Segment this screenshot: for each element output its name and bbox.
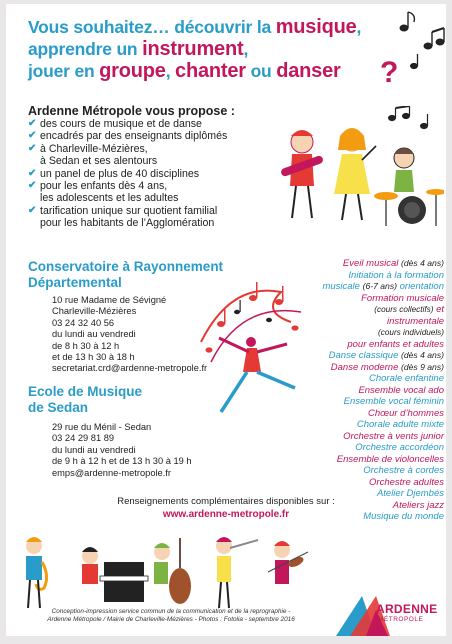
logo-name: ARDENNE (376, 602, 438, 616)
discipline-text: Orchestre accordéon (355, 442, 444, 453)
discipline-item (274, 270, 444, 282)
discipline-text: (6-7 ans) (362, 281, 397, 291)
discipline-text: Chorale enfantine (369, 373, 444, 384)
benefit-item (28, 118, 278, 130)
benefit-text: les adolescents et les adultes (40, 192, 179, 205)
discipline-item (274, 419, 444, 431)
conservatoire-title-line: Conservatoire à Rayonnement (28, 259, 224, 274)
check-icon: ✔ (28, 204, 37, 216)
discipline-text: Orchestre à cordes (363, 465, 444, 476)
discipline-item (274, 293, 444, 305)
benefit-item (28, 205, 278, 217)
benefits-list (28, 118, 278, 230)
benefit-item (28, 143, 278, 155)
discipline-text: pour enfants et adultes (347, 338, 444, 350)
headline-text: , (165, 61, 176, 81)
ecole-title (28, 384, 142, 416)
conservatoire-title-line: Départemental (28, 275, 122, 290)
conservatoire-address-line: de 8 h 30 à 12 h (52, 340, 120, 351)
headline-text: , (243, 39, 249, 59)
benefit-item (28, 180, 278, 192)
ecole-address-line: 03 24 29 81 89 (52, 433, 115, 444)
headline-text: apprendre un (28, 39, 143, 59)
ecole-address-line[interactable]: emps@ardenne-metropole.fr (52, 467, 171, 478)
headline-line-3 (28, 56, 408, 89)
discipline-item (274, 316, 444, 328)
discipline-item (274, 454, 444, 466)
conservatoire-address-line[interactable]: secretariat.crd@ardenne-metropole.fr (52, 363, 208, 374)
discipline-text: Atelier Djembés (376, 488, 444, 499)
discipline-item (274, 431, 444, 443)
discipline-text: Danse classique (328, 350, 401, 361)
discipline-text: (cours individuels) (378, 328, 444, 337)
conservatoire-address-line: du lundi au vendredi (52, 329, 136, 340)
discipline-item (274, 327, 444, 339)
credits-line: Conception-impression service commun de la communication et de la reprographie - (51, 608, 291, 615)
discipline-text: Chœur d’hommes (367, 407, 444, 419)
ecole-address-line: de 9 h à 12 h et de 13 h 30 à 19 h (52, 456, 192, 467)
discipline-text: orientation (396, 281, 444, 292)
benefit-item (28, 168, 278, 180)
discipline-text: (dès 9 ans) (401, 361, 444, 372)
discipline-text: Ensemble vocal féminin (343, 396, 444, 407)
credits (26, 608, 316, 624)
band-illustration (274, 106, 444, 231)
check-icon: ✔ (28, 180, 37, 192)
discipline-item (274, 281, 444, 293)
discipline-item (274, 362, 444, 374)
benefit-item (28, 130, 278, 142)
conservatoire-address-line: 03 24 32 40 56 (52, 317, 115, 328)
info-block (6, 496, 446, 520)
discipline-text: Orchestre adultes (369, 476, 444, 488)
discipline-text: (dès 4 ans) (401, 350, 444, 360)
check-icon: ✔ (28, 167, 37, 179)
discipline-item (274, 385, 444, 397)
credits-line: Ardenne Métropole / Mairie de Charleville-Mézières - Photos : Fotolia - septembre 2016 (47, 616, 295, 623)
ecole-title-line: Ecole de Musique (28, 384, 143, 399)
discipline-item (274, 396, 444, 408)
discipline-text: et (433, 304, 444, 315)
question-mark: ? (380, 56, 399, 89)
music-notes-icon (394, 6, 446, 76)
discipline-item (274, 442, 444, 454)
discipline-text: Initiation à la formation (348, 269, 444, 281)
headline-highlight-instrument: instrument (142, 38, 244, 60)
discipline-text: instrumentale (386, 315, 444, 327)
ecole-address-line: du lundi au vendredi (52, 444, 136, 455)
website-link[interactable]: www.ardenne-metropole.fr (162, 509, 290, 520)
benefit-item (28, 192, 278, 204)
headline-text: Vous souhaitez… découvrir la (28, 17, 276, 37)
check-icon: ✔ (28, 118, 37, 129)
benefit-text: encadrés par des enseignants diplômés (40, 130, 228, 143)
discipline-text: Formation musicale (361, 292, 444, 304)
discipline-item (274, 339, 444, 351)
discipline-item (274, 350, 444, 362)
info-text: Renseignements complémentaires disponibles sur : (117, 496, 335, 507)
conservatoire-address (52, 295, 207, 375)
discipline-text: Musique du monde (363, 511, 444, 522)
discipline-text: Chorale adulte mixte (356, 419, 444, 430)
check-icon: ✔ (28, 142, 37, 154)
benefit-item (28, 155, 278, 167)
discipline-item (274, 373, 444, 385)
ecole-address (52, 422, 192, 479)
benefit-text: tarification unique sur quotient familial (40, 204, 218, 217)
headline-highlight-groupe: groupe (99, 60, 166, 82)
headline (28, 16, 408, 89)
benefit-item (28, 217, 278, 229)
conservatoire-address-line: Charleville-Mézières (52, 306, 137, 317)
discipline-item (274, 465, 444, 477)
conservatoire-address-line: 10 rue Madame de Sévigné (52, 295, 167, 305)
ecole-title-line: de Sedan (28, 400, 89, 415)
logo-subtitle: MÉTROPOLE (378, 616, 424, 623)
discipline-text: Ensemble vocal ado (358, 384, 444, 396)
discipline-item (274, 258, 444, 270)
discipline-text: (cours collectifs) (374, 305, 434, 314)
ecole-address-line: 29 rue du Ménil - Sedan (52, 422, 152, 432)
benefit-text: pour les enfants dès 4 ans, (40, 180, 168, 193)
discipline-text: Ensemble de violoncelles (336, 453, 444, 465)
headline-text: ou (245, 61, 277, 81)
discipline-text: musicale (322, 281, 363, 292)
headline-highlight-chanter: chanter (175, 60, 246, 82)
benefit-text: pour les habitants de l’Agglomération (40, 217, 215, 230)
discipline-text: Ateliers jazz (392, 499, 444, 511)
headline-line-2 (28, 38, 408, 60)
discipline-text: Danse moderne (330, 361, 401, 373)
check-icon: ✔ (28, 130, 37, 142)
disciplines-list (274, 258, 444, 523)
benefit-text: à Sedan et ses alentours (40, 155, 158, 168)
discipline-item (274, 304, 444, 316)
benefit-text: des cours de musique et de danse (40, 118, 202, 130)
conservatoire-address-line: et de 13 h 30 à 18 h (52, 352, 135, 363)
headline-highlight-danser: danser (276, 60, 341, 82)
headline-text: , (356, 17, 362, 37)
discipline-text: Eveil musical (342, 258, 401, 269)
benefit-text: à Charleville-Mézières, (40, 142, 148, 155)
discipline-text: Orchestre à vents junior (343, 430, 444, 442)
headline-text: jouer en (28, 61, 100, 81)
discipline-item (274, 408, 444, 420)
headline-highlight-musique: musique (275, 16, 357, 38)
discipline-item (274, 477, 444, 489)
headline-line-1 (28, 16, 408, 38)
flyer-page (6, 4, 446, 636)
discipline-text: (dès 4 ans) (401, 258, 444, 268)
musicians-illustration (12, 532, 312, 610)
intro-title: Ardenne Métropole vous propose : (28, 104, 235, 118)
benefit-text: un panel de plus de 40 disciplines (40, 167, 200, 180)
